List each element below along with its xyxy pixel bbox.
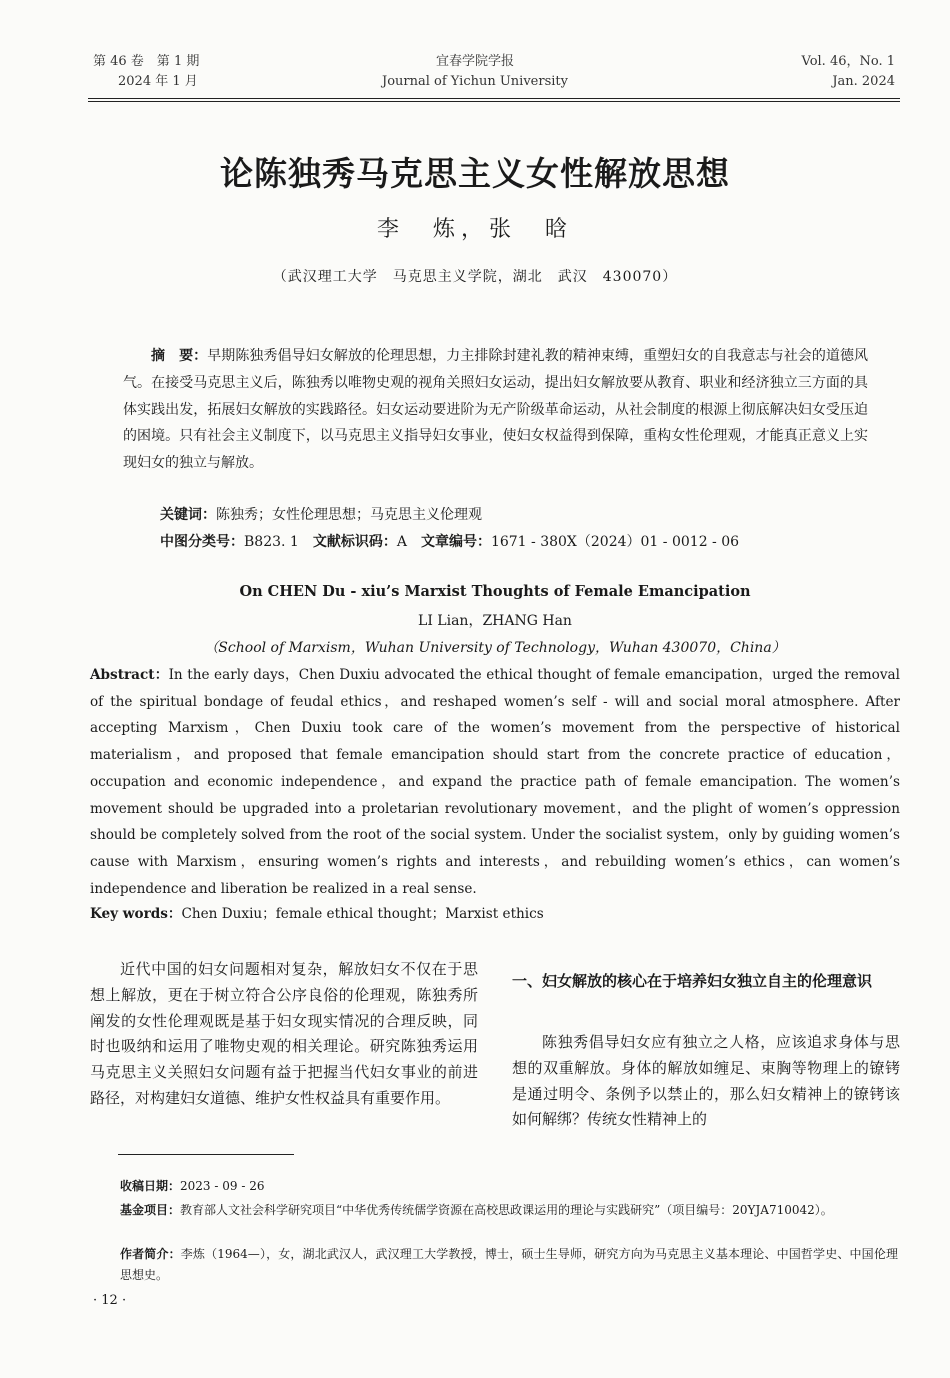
footnote-author <box>120 1244 898 1286</box>
header-rule-thick <box>88 98 900 99</box>
paper-title: 论陈独秀马克思主义女性解放思想 <box>220 154 730 193</box>
clc-value: B823. 1 <box>244 534 299 550</box>
keywords-en <box>90 902 544 922</box>
journal-name-en: Journal of Yichun University <box>382 74 568 89</box>
footnote-fund <box>120 1200 898 1221</box>
abstract-cn-text: 早期陈独秀倡导妇女解放的伦理思想，力主排除封建礼教的精神束缚，重塑妇女的自我意志与社会的道德风气。在接受马克思主义后，陈独秀以唯物史观的视角关照妇女运动，提出妇女解放要从教育、职业和经济独立三方面的具体实践出发，拓展妇女解放的实践路径。妇女运动要进阶为无产阶级革命运动，从社会制度的根源上彻底解决妇女受压迫的困境。只有社会主义制度下，以马克思主义指导妇女事业，使妇女权益得到保障，重构女性伦理观，才能真正意义上实现妇女的独立与解放。 <box>123 348 869 472</box>
english-affiliation: （School of Marxism，Wuhan University of Technology，Wuhan 430070，China） <box>204 640 786 656</box>
fund-label: 基金项目： <box>120 1203 181 1217</box>
abstract-en-label: Abstract： <box>90 667 169 683</box>
keywords-en-text: Chen Duxiu；female ethical thought；Marxist ethics <box>181 906 544 922</box>
keywords-en-label: Key words： <box>90 906 182 922</box>
author-affiliation: （武汉理工大学 马克思主义学院，湖北 武汉 430070） <box>272 269 678 285</box>
english-title: On CHEN Du - xiu’s Marxist Thoughts of Female Emancipation <box>239 583 751 600</box>
author-bio-value: 李炼（1964—），女，湖北武汉人，武汉理工大学教授，博士，硕士生导师，研究方向为马克思主义基本理论、中国哲学史、中国伦理思想史。 <box>120 1247 898 1282</box>
footnote-rule <box>118 1154 294 1155</box>
paper-authors: 李 炼，张 晗 <box>376 217 573 242</box>
footnote-received <box>120 1176 898 1197</box>
header-volume-en <box>802 52 896 92</box>
section-heading-1: 一、妇女解放的核心在于培养妇女独立自主的伦理意识 <box>512 972 873 990</box>
article-no-label: 文章编号： <box>420 534 491 550</box>
fund-value: 教育部人文社会科学研究项目“中华优秀传统儒学资源在高校思政课运用的理论与实践研究”（项目编号：20YJA710042）。 <box>180 1203 833 1217</box>
author-bio-label: 作者简介： <box>120 1247 181 1261</box>
received-value: 2023 - 09 - 26 <box>180 1179 265 1193</box>
doc-code-label: 文献标识码： <box>312 534 397 550</box>
journal-name-cn: 宜春学院学报 <box>435 54 514 69</box>
article-no-value: 1671 - 380X（2024）01 - 0012 - 06 <box>490 534 740 550</box>
keywords-cn <box>160 504 482 524</box>
abstract-en <box>90 662 900 902</box>
keywords-cn-label: 关键词： <box>160 507 216 523</box>
abstract-cn <box>123 343 868 477</box>
doc-code-value: A <box>396 534 407 550</box>
body-left-paragraph: 近代中国的妇女问题相对复杂，解放妇女不仅在于思想上解放，更在于树立符合公序良俗的伦理观，陈独秀所阐发的女性伦理观既是基于妇女现实情况的合理反映，同时也吸纳和运用了唯物史观的相关理论。研究陈独秀运用马克思主义关照妇女问题有益于把握当代妇女事业的前进路径，对构建妇女道德、维护女性权益具有重要作用。 <box>90 960 478 1107</box>
body-right-paragraph: 陈独秀倡导妇女应有独立之人格，应该追求身体与思想的双重解放。身体的解放如缠足、束胸等物理上的镣铐是通过明令、条例予以禁止的，那么妇女精神上的镣铐该如何解绑？传统女性精神上的 <box>512 1033 900 1129</box>
abstract-en-text: In the early days，Chen Duxiu advocated the ethical thought of female emancipation，urged the removal of the spiritual bondage of feudal ethics，and reshaped women’s self - will and social moral atmosphere. After accepting Marxism，Chen Duxiu took care of the women’s movement from the perspective of historical materialism，and proposed that female emancipation should start from the concrete practice of education，occupation and economic independence，and expand the practice path of female emancipation. The women’s movement should be upgraded into a proletarian revolutionary movement，and the plight of women’s oppression should be completely solved from the root of the social system. Under the socialist system，only by guiding women’s cause with Marxism，ensuring women’s rights and interests，and rebuilding women’s ethics，can women’s independence and liberation be realized in a real sense. <box>90 667 900 897</box>
clc-label: 中图分类号： <box>160 534 244 550</box>
abstract-cn-label: 摘 要： <box>151 348 208 364</box>
header-vol-issue: 第 46 卷 第 1 期 <box>93 54 200 69</box>
header-date-en: Jan. 2024 <box>832 74 895 89</box>
keywords-cn-text: 陈独秀；女性伦理思想；马克思主义伦理观 <box>216 507 482 523</box>
classification-line <box>160 531 739 551</box>
page-number: · 12 · <box>93 1293 127 1308</box>
header-date-cn: 2024 年 1 月 <box>118 74 198 89</box>
header-rule-thin <box>88 101 900 102</box>
header-vol-issue-en: Vol. 46，No. 1 <box>801 54 895 69</box>
received-label: 收稿日期： <box>120 1179 181 1193</box>
english-authors: LI Lian，ZHANG Han <box>418 613 572 629</box>
